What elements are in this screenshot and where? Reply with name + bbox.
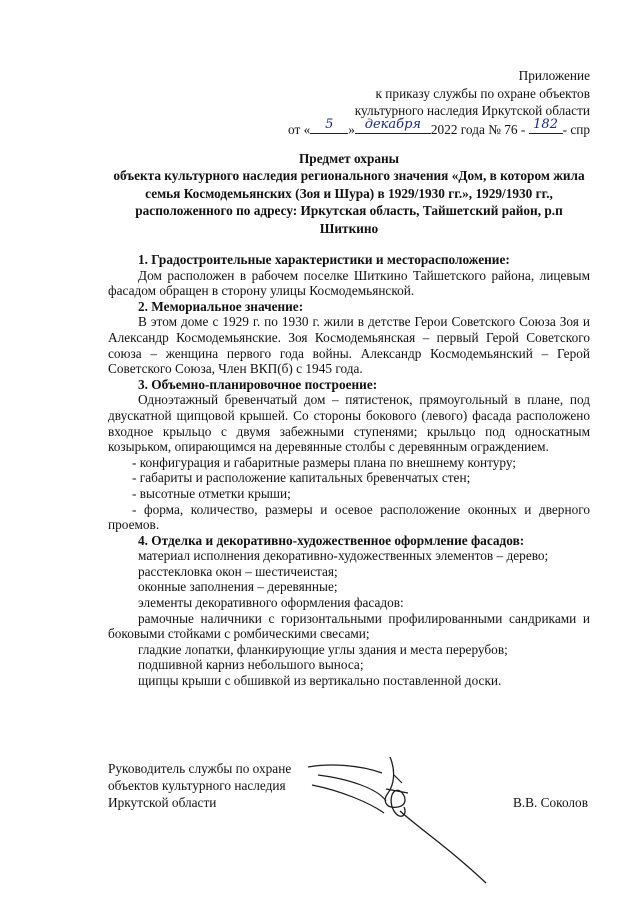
appendix-line-3: культурного наследия Иркутской области bbox=[354, 103, 590, 118]
handwritten-number: 182 bbox=[533, 116, 558, 132]
signatory-position bbox=[108, 760, 291, 811]
section-3-item: - форма, количество, размеры и осевое расположение оконных и дверного проемов. bbox=[108, 501, 590, 533]
section-2-text: В этом доме с 1929 г. по 1930 г. жили в детстве Герои Советского Союза Зоя и Александр Космодемьянские. Зоя Космодемьянская – первый Герой Советского союза – женщина первого года войны. Александр Космодемьянский – Герой Советского Союза, Член ВКП(б) с 1945 года. bbox=[108, 314, 590, 377]
year-text: 2022 года № 76 - bbox=[430, 121, 526, 137]
section-4-item: рамочные наличники с горизонтальными профилированными сандриками и боковыми стойками с ромбическими свесами; bbox=[108, 610, 590, 642]
section-4-item: щипцы крыши с обшивкой из вертикально поставленной доски. bbox=[138, 673, 502, 689]
section-3-item: - высотные отметки крыши; bbox=[132, 485, 291, 501]
appendix-line-2: к приказу службы по охране объектов bbox=[375, 85, 590, 101]
appendix-line-1: Приложение bbox=[518, 68, 590, 83]
month-blank bbox=[355, 116, 431, 134]
document-body bbox=[108, 252, 590, 689]
date-mid: » bbox=[348, 121, 355, 137]
order-suffix: - спр bbox=[562, 121, 590, 137]
signatory-name: В.В. Соколов bbox=[512, 795, 588, 810]
section-2-heading: 2. Мемориальное значение: bbox=[138, 298, 304, 314]
day-blank bbox=[310, 116, 348, 134]
section-4-heading: 4. Отделка и декоративно-художественное оформление фасадов: bbox=[138, 532, 525, 548]
section-1-heading: 1. Градостроительные характеристики и месторасположение: bbox=[138, 252, 510, 267]
signatory-line-2: объектов культурного наследия bbox=[108, 778, 286, 793]
section-1-text: Дом расположен в рабочем поселке Шиткино Тайшетского района, лицевым фасадом обращен в сторону улицы Космодемьянской. bbox=[108, 267, 590, 299]
section-4-item: расстекловка окон – шестичеистая; bbox=[138, 563, 338, 579]
section-4-item: элементы декоративного оформления фасадов: bbox=[138, 595, 404, 611]
date-prefix: от « bbox=[287, 121, 311, 137]
signatory-line-3: Иркутской области bbox=[108, 795, 217, 810]
order-date-line bbox=[287, 116, 590, 138]
document-title bbox=[108, 150, 590, 237]
section-4-item: подшивной карниз небольшого выноса; bbox=[138, 657, 364, 673]
section-3-item: - конфигурация и габаритные размеры плана по внешнему контуру; bbox=[132, 454, 517, 470]
title-object-description: объекта культурного наследия регионального значения «Дом, в котором жила семья Космодемьянских (Зоя и Шура) в 1929/1930 гг.», 1929/1930 гг., расположенного по адресу: Иркутская область, Тайшетский район, р.п Шиткино bbox=[113, 168, 585, 236]
title-heading: Предмет охраны bbox=[298, 151, 400, 166]
handwritten-signature bbox=[290, 745, 500, 895]
handwritten-day: 5 bbox=[325, 116, 334, 132]
section-3-heading: 3. Объемно-планировочное построение: bbox=[138, 376, 378, 392]
section-4-item: гладкие лопатки, фланкирующие углы здания и места перерубов; bbox=[138, 641, 508, 657]
section-3-text: Одноэтажный бревенчатый дом – пятистенок, прямоугольный в плане, под двускатной щипцовой крышей. Со стороны бокового (левого) фасада расположено входное крыльцо с двумя забежными ступенями; крыльцо под односкатным козырьком, опирающимся на деревянные столбы с деревянным ограждением. bbox=[108, 392, 590, 455]
handwritten-month: декабря bbox=[364, 116, 422, 132]
section-4-item: оконные заполнения – деревянные; bbox=[138, 579, 338, 595]
section-4-item: материал исполнения декоративно-художественных элементов – дерево; bbox=[138, 548, 549, 564]
section-3-item: - габариты и расположение капитальных бревенчатых стен; bbox=[132, 470, 471, 486]
number-blank bbox=[529, 116, 563, 134]
appendix-header bbox=[288, 67, 590, 137]
signatory-line-1: Руководитель службы по охране bbox=[108, 761, 292, 776]
